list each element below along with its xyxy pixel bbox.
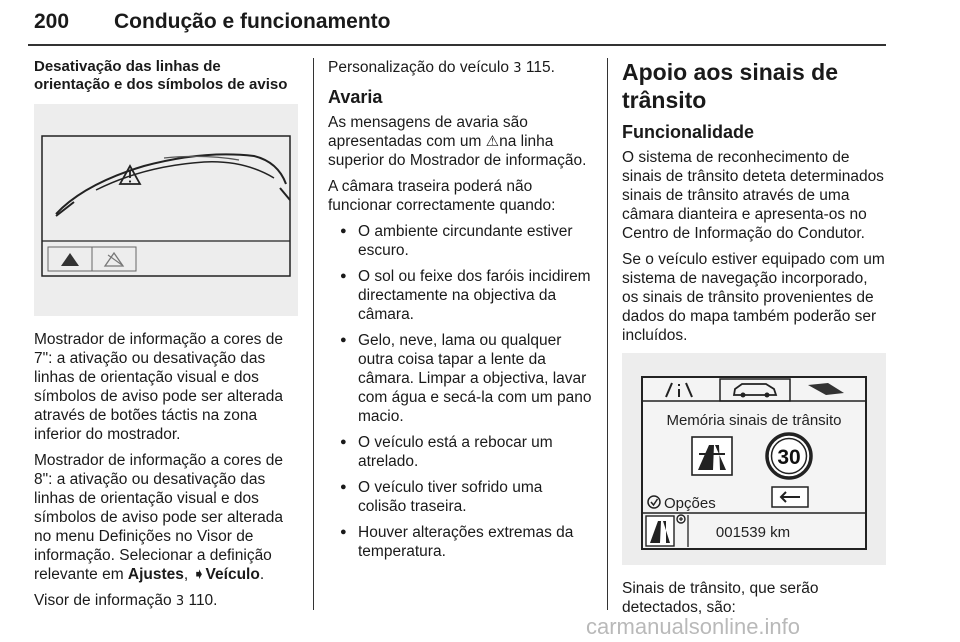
paragraph-camera-conditions: A câmara traseira poderá não funcionar correctamente quando: — [328, 178, 556, 214]
paragraph-info-display-ref: Visor de informação 3 110. — [34, 592, 218, 609]
page-reference-icon: 3 — [175, 594, 185, 609]
list-item: ● O sol ou feixe dos faróis incidirem directamente na objectiva da câmara. — [328, 267, 594, 324]
options-label: Opções — [664, 495, 716, 512]
paragraph-navigation-data: Se o veículo estiver equipado com um sistema de navegação incorporado, os sinais de trânsito provenientes de dados do mapa também poderão ser incluídos. — [622, 251, 885, 344]
menu-path-veiculo: Veículo — [205, 566, 260, 583]
list-item: ● Houver alterações extremas da temperatura. — [328, 523, 594, 561]
list-item: ● O veículo tiver sofrido uma colisão traseira. — [328, 478, 594, 516]
guideline-curve-outer — [56, 154, 286, 214]
subheading-funcionalidade: Funcionalidade — [622, 122, 755, 142]
page-reference-115: 115. — [525, 59, 555, 76]
column-right — [622, 58, 886, 624]
guideline-curve-inner — [96, 162, 274, 190]
paragraph-system-description: O sistema de reconhecimento de sinais de trânsito deteta determinados sinais de trânsito através de uma câmara dianteira e apresenta-os no Centro de Informação do Condutor. — [622, 149, 884, 242]
guideline-tail-right — [280, 188, 290, 200]
figure-caption: Sinais de trânsito, que serão detectados, são: — [622, 580, 819, 616]
speed-limit-value: 30 — [777, 446, 801, 469]
column-separator-1 — [313, 58, 314, 610]
warning-triangle-icon: ⚠ — [485, 132, 500, 150]
menu-title: Memória sinais de trânsito — [666, 412, 842, 429]
list-item: ● O veículo está a rebocar um atrelado. — [328, 433, 594, 471]
list-item: ● Gelo, neve, lama ou qualquer outra coisa tapar a lente da câmara. Limpar a objectiva, lavar com água e secá-la com um pano macio. — [328, 331, 594, 426]
page-reference-110: 110. — [188, 592, 218, 609]
column-left — [34, 58, 298, 618]
column-middle — [328, 58, 594, 568]
traffic-sign-display-figure — [622, 353, 886, 565]
page-header — [28, 4, 886, 44]
list-item: ● O ambiente circundante estiver escuro. — [328, 222, 594, 260]
camera-conditions-list — [328, 222, 594, 561]
menu-path-ajustes: Ajustes — [127, 566, 184, 583]
rear-camera-illustration — [34, 104, 298, 316]
header-rule — [28, 44, 886, 46]
paragraph-personalization-ref: Personalização do veículo 3 115. — [328, 59, 555, 76]
watermark: carmanualsonline.info — [586, 614, 801, 639]
page-number: 200 — [34, 10, 70, 33]
page-title: Condução e funcionamento — [114, 10, 391, 33]
traffic-sign-display-illustration — [622, 353, 886, 565]
rear-camera-figure — [34, 104, 298, 316]
section-title-traffic-signs: Apoio aos sinais de trânsito — [622, 59, 838, 113]
menu-arrow-icon: ➧ — [192, 566, 206, 583]
paragraph-8inch-display: Mostrador de informação a cores de 8": a ativação ou desativação das linhas de orientação visual e dos símbolos de aviso pode ser alterada no menu Definições no Visor de informação. Selecionar a definição relevante em Ajustes, ➧Veículo. — [34, 452, 284, 583]
section-heading-guidelines: Desativação das linhas de orientação e dos símbolos de aviso — [34, 58, 288, 93]
page-reference-icon: 3 — [513, 61, 522, 76]
guideline-icon — [61, 253, 79, 266]
section-heading-avaria: Avaria — [328, 87, 383, 107]
column-separator-2 — [607, 58, 608, 610]
display-frame — [42, 136, 290, 276]
odometer-value: 001539 km — [715, 524, 791, 541]
paragraph-7inch-display: Mostrador de informação a cores de 7": a ativação ou desativação das linhas de orientação visual e dos símbolos de aviso pode ser alterada através de botões táctis na zona inferior do mostrador. — [34, 331, 284, 443]
paragraph-fault-messages: As mensagens de avaria são apresentadas com um ⚠na linha superior do Mostrador de informação. — [328, 114, 587, 169]
